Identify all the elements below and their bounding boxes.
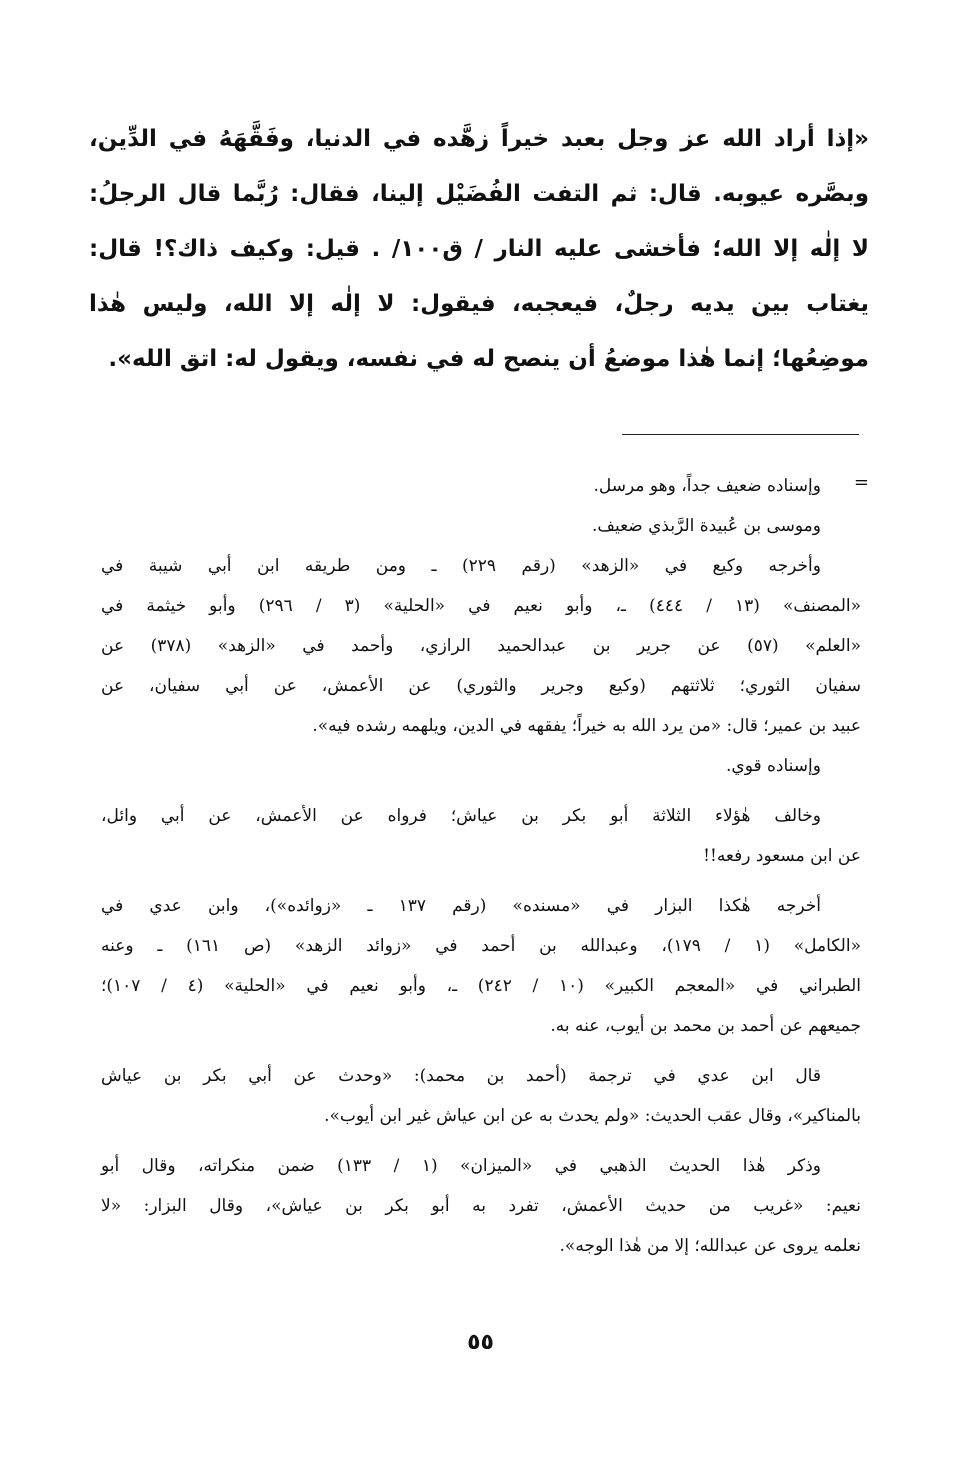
footnote-line: «الكامل» (١ / ١٧٩)، وعبدالله بن أحمد في «زوائد الزهد» (ص ١٦١) ـ وعنه bbox=[101, 936, 861, 956]
footnote-paragraph bbox=[101, 1056, 861, 1136]
footnote-continuation-mark: = bbox=[853, 472, 869, 493]
footnote-separator bbox=[622, 434, 859, 435]
footnote-paragraph bbox=[101, 746, 861, 786]
footnote-line: جميعهم عن أحمد بن محمد بن أيوب، عنه به. bbox=[550, 1016, 861, 1036]
footnote-line: «العلم» (٥٧) عن جرير بن عبدالحميد الرازي، وأحمد في «الزهد» (٣٧٨) عن bbox=[101, 636, 861, 656]
footnote-paragraph bbox=[101, 506, 861, 546]
footnote-line: قال ابن عدي في ترجمة (أحمد بن محمد): «وحدث عن أبي بكر بن عياش bbox=[101, 1066, 821, 1086]
footnote-paragraph bbox=[101, 546, 861, 746]
footnote-paragraph bbox=[101, 796, 861, 876]
main-text-line: يغتاب بين يديه رجلٌ، فيعجبه، فيقول: لا إلٰه إلا الله، وليس هٰذا bbox=[89, 291, 869, 317]
footnote-line: وموسى بن عُبيدة الرَّبذي ضعيف. bbox=[591, 516, 821, 536]
main-body-text bbox=[89, 112, 869, 387]
footnote-line: وأخرجه وكيع في «الزهد» (رقم ٢٢٩) ـ ومن طريقه ابن أبي شيبة في bbox=[101, 556, 821, 576]
page-number: ٥٥ bbox=[467, 1330, 494, 1355]
main-text-line: «إذا أراد الله عز وجل بعبد خيراً زهَّده في الدنيا، وفَقَّهَهُ في الدِّين، bbox=[89, 126, 869, 152]
footnote-line: نعيم: «غريب من حديث الأعمش، تفرد به أبو بكر بن عياش»، وقال البزار: «لا bbox=[101, 1196, 861, 1216]
footnote-paragraph bbox=[101, 1146, 861, 1266]
footnote-line: بالمناكير»، وقال عقب الحديث: «ولم يحدث به عن ابن عياش غير ابن أيوب». bbox=[324, 1106, 861, 1126]
footnote-line: وذكر هٰذا الحديث الذهبي في «الميزان» (١ / ١٣٣) ضمن منكراته، وقال أبو bbox=[101, 1156, 821, 1176]
footnotes-section bbox=[101, 466, 861, 1276]
footnote-line: وإسناده ضعيف جداً، وهو مرسل. bbox=[593, 476, 821, 496]
footnote-line: نعلمه يروى عن عبدالله؛ إلا من هٰذا الوجه». bbox=[559, 1236, 861, 1256]
footnote-line: وإسناده قوي. bbox=[726, 756, 821, 776]
footnote-line: عن ابن مسعود رفعه!! bbox=[703, 846, 861, 866]
footnote-line: أخرجه هٰكذا البزار في «مسنده» (رقم ١٣٧ ـ «زوائده»)، وابن عدي في bbox=[101, 896, 821, 916]
main-text-line: لا إلٰه إلا الله؛ فأخشى عليه النار / ق١٠٠/ . قيل: وكيف ذاك؟! قال: bbox=[89, 236, 870, 262]
main-text-line: موضِعُها؛ إنما هٰذا موضعُ أن ينصح له في نفسه، ويقول له: اتق الله». bbox=[108, 346, 869, 372]
main-text-line: وبصَّره عيوبه. قال: ثم التفت الفُضَيْل إلينا، فقال: رُبَّما قال الرجلُ: bbox=[89, 181, 869, 207]
footnote-line: وخالف هٰؤلاء الثلاثة أبو بكر بن عياش؛ فرواه عن الأعمش، عن أبي وائل، bbox=[101, 806, 821, 826]
footnote-paragraph bbox=[101, 886, 861, 1046]
footnote-line: الطبراني في «المعجم الكبير» (١٠ / ٢٤٢) ـ، وأبو نعيم في «الحلية» (٤ / ١٠٧)؛ bbox=[101, 976, 861, 996]
footnote-line: «المصنف» (١٣ / ٤٤٤) ـ، وأبو نعيم في «الحلية» (٣ / ٢٩٦) وأبو خيثمة في bbox=[101, 596, 861, 616]
footnote-line: سفيان الثوري؛ ثلاثتهم (وكيع وجرير والثوري) عن الأعمش، عن أبي سفيان، عن bbox=[101, 676, 861, 696]
footnote-paragraph bbox=[101, 466, 861, 506]
footnote-line: عبيد بن عمير؛ قال: «من يرد الله به خيراً؛ يفقهه في الدين، ويلهمه رشده فيه». bbox=[312, 716, 861, 736]
